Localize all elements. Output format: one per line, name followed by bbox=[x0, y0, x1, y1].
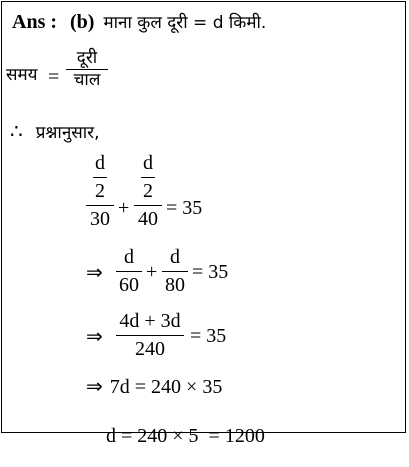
equation-2 bbox=[86, 246, 306, 302]
denominator: 240 bbox=[135, 338, 165, 360]
denominator: 80 bbox=[165, 274, 185, 296]
implies-arrow: ⇒ bbox=[86, 324, 103, 348]
equation-rhs: = 35 bbox=[190, 325, 227, 347]
complex-fraction-2 bbox=[134, 152, 162, 231]
fraction-bar bbox=[162, 271, 188, 272]
answer-label: Ans : bbox=[12, 11, 58, 33]
denominator: 60 bbox=[119, 274, 139, 296]
fraction-combined bbox=[116, 310, 184, 361]
equation-rhs: = 35 bbox=[192, 261, 229, 283]
distance-label: दूरी bbox=[76, 48, 98, 68]
fraction-bar bbox=[116, 271, 142, 272]
fraction-d-60 bbox=[116, 246, 142, 297]
time-label: समय bbox=[6, 65, 38, 85]
implies-arrow: ⇒ bbox=[86, 260, 103, 284]
numerator-d: d bbox=[143, 152, 153, 174]
complex-fraction-1 bbox=[86, 152, 114, 231]
distance-over-speed bbox=[66, 50, 108, 89]
equation-3 bbox=[86, 310, 306, 366]
solution-box bbox=[1, 1, 406, 447]
equation-rhs: = 35 bbox=[166, 197, 203, 219]
outer-denominator: 30 bbox=[90, 208, 110, 230]
numerator-d: d bbox=[95, 152, 105, 174]
plus-sign: + bbox=[146, 261, 158, 283]
equation-1 bbox=[86, 152, 286, 242]
outer-bar bbox=[86, 205, 114, 206]
numerator: 4d + 3d bbox=[119, 310, 181, 332]
numerator: d bbox=[124, 246, 134, 268]
answer-heading bbox=[12, 12, 266, 32]
inner-bar bbox=[141, 177, 155, 178]
therefore-line bbox=[10, 122, 100, 142]
inner-denominator: 2 bbox=[143, 180, 153, 202]
answer-option: (b) bbox=[70, 11, 95, 33]
implies-arrow: ⇒ bbox=[86, 374, 103, 398]
numerator: d bbox=[170, 246, 180, 268]
fraction-d-80 bbox=[162, 246, 188, 297]
outer-bar bbox=[134, 205, 162, 206]
equation-4 bbox=[86, 376, 222, 397]
therefore-symbol: ∴ bbox=[10, 121, 23, 143]
equation-5 bbox=[86, 406, 265, 466]
inner-denominator: 2 bbox=[95, 180, 105, 202]
assumption-text: माना कुल दूरी = d किमी. bbox=[103, 13, 267, 33]
equation-text: 7d = 240 × 35 bbox=[109, 376, 223, 398]
speed-label: चाल bbox=[73, 70, 101, 90]
outer-denominator: 40 bbox=[138, 208, 158, 230]
fraction-bar bbox=[116, 335, 184, 336]
equals-sign: = bbox=[48, 66, 60, 88]
according-to-question: प्रश्नानुसार, bbox=[35, 123, 100, 143]
plus-sign: + bbox=[118, 197, 130, 219]
inner-bar bbox=[93, 177, 107, 178]
final-answer: d = 240 × 5 = 1200 bbox=[106, 425, 265, 447]
